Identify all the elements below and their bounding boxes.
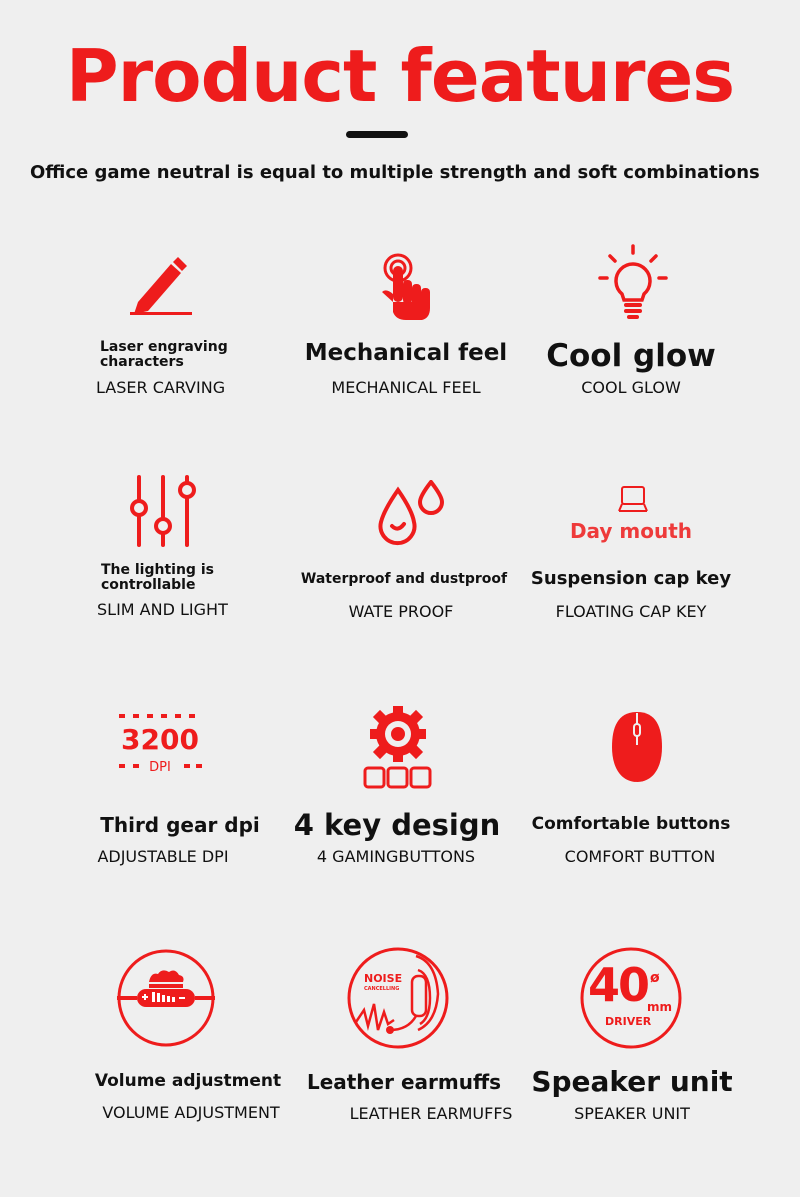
feature-caption-volume: VOLUME ADJUSTMENT [102,1103,280,1122]
noise-icon-sublabel: CANCELLING [364,986,400,992]
dpi-icon-unit: DPI [149,760,171,775]
feature-title-waterproof: Waterproof and dustproof [300,571,508,587]
feature-caption-lighting: SLIM AND LIGHT [97,600,228,619]
page-title: Product features [65,34,735,118]
feature-caption-speaker: SPEAKER UNIT [574,1104,690,1123]
feature-caption-4key: 4 GAMINGBUTTONS [316,847,476,866]
feature-title-laser: Laser engraving characters [100,339,228,370]
driver-icon-size: 40 [588,958,649,1012]
feature-caption-earmuffs: LEATHER EARMUFFS [349,1104,513,1123]
pencil-icon [126,256,196,318]
feature-title-earmuffs: Leather earmuffs [306,1070,502,1094]
feature-title-volume: Volume adjustment [94,1071,282,1091]
feature-caption-laser: LASER CARVING [96,378,226,397]
feature-caption-dpi: ADJUSTABLE DPI [97,847,229,866]
noise-icon-label: NOISE [364,972,403,985]
mouse-icon [610,711,664,783]
dpi-icon-value: 3200 [121,723,199,756]
feature-title-dpi: Third gear dpi [100,813,260,837]
keycap-icon [618,486,648,512]
feature-title-4key: 4 key design [293,808,501,842]
feature-caption-suspension: FLOATING CAP KEY [555,602,707,621]
driver-icon-diameter: ø [650,970,660,986]
volume-control-icon [115,948,217,1048]
feature-title-glow: Cool glow [546,338,716,374]
feature-caption-waterproof: WATE PROOF [348,602,454,621]
feature-title-mechanical: Mechanical feel [304,340,508,366]
feature-caption-glow: COOL GLOW [581,378,681,397]
feature-caption-comfort: COMFORT BUTTON [564,847,716,866]
noise-cancelling-icon [346,946,450,1050]
keycap-icon-label: Day mouth [569,519,693,543]
finger-tap-icon [376,252,436,322]
gear-keys-icon [362,704,434,790]
feature-title-suspension: Suspension cap key [530,568,732,589]
water-drops-icon [376,480,446,546]
driver-icon-label: DRIVER [605,1015,652,1028]
sliders-icon [126,474,202,548]
page-subtitle: Office game neutral is equal to multiple strength and soft combinations [30,162,760,183]
feature-caption-mechanical: MECHANICAL FEEL [331,378,481,397]
feature-title-comfort: Comfortable buttons [531,814,731,834]
feature-title-lighting: The lighting is controllable [101,562,214,593]
title-underline [346,131,408,138]
driver-icon-unit: mm [647,1000,673,1014]
light-bulb-icon [597,244,669,320]
feature-title-speaker: Speaker unit [531,1065,733,1098]
